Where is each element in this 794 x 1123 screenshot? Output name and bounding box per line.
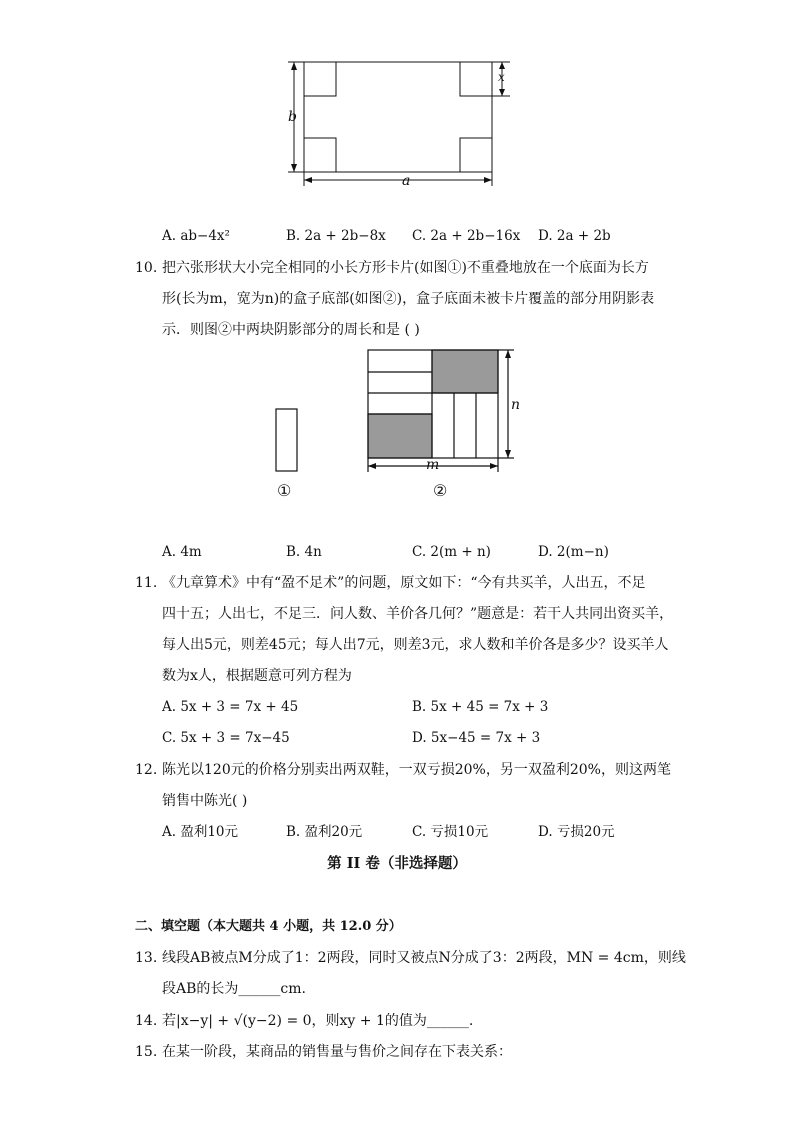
q11-option-d: D. 5x−45 = 7x + 3 <box>412 730 541 746</box>
q9-option-b: B. 2a + 2b−8x <box>286 228 386 244</box>
q11-line2: 四十五；人出七，不足三．问人数、羊价各几何？”题意是：若干人共同出资买羊， <box>162 606 674 622</box>
q9-option-d: D. 2a + 2b <box>538 228 611 244</box>
q13-number: 13. <box>135 950 158 966</box>
q14-line1: 若|x−y| + √(y−2) = 0，则xy + 1的值为______. <box>162 1013 474 1029</box>
section-2-title: 第 II 卷（非选择题） <box>327 855 467 872</box>
q9-option-c: C. 2a + 2b−16x <box>412 228 521 244</box>
q11-option-b: B. 5x + 45 = 7x + 3 <box>412 699 549 715</box>
q12-number: 12. <box>135 762 158 778</box>
label-b: b <box>288 109 297 125</box>
q11-line3: 每人出5元，则差45元；每人出7元，则差3元，求人数和羊价各是多少？设买羊人 <box>162 637 669 653</box>
q13-line2: 段AB的长为______cm. <box>162 981 306 997</box>
q11-line1: 《九章算术》中有“盈不足术”的问题，原文如下：“今有共买羊，人出五，不足 <box>162 575 646 591</box>
q12-option-c: C. 亏损10元 <box>412 824 489 840</box>
q11-option-c: C. 5x + 3 = 7x−45 <box>162 730 290 746</box>
figure-2-label: ② <box>433 481 448 500</box>
single-card <box>276 409 297 471</box>
q12-option-d: D. 亏损20元 <box>538 824 615 840</box>
q10-line3: 示．则图②中两块阴影部分的周长和是 ( ) <box>162 322 420 338</box>
q15-number: 15. <box>135 1044 158 1060</box>
q11-option-a: A. 5x + 3 = 7x + 45 <box>162 699 299 715</box>
q10-line2: 形(长为m，宽为n)的盒子底部(如图②)，盒子底面未被卡片覆盖的部分用阴影表 <box>162 291 655 307</box>
q12-option-a: A. 盈利10元 <box>162 824 239 840</box>
label-m: m <box>426 457 440 473</box>
q10-line1: 把六张形状大小完全相同的小长方形卡片(如图①)不重叠地放在一个底面为长方 <box>162 260 649 276</box>
q9-option-a: A. ab−4x² <box>162 228 230 244</box>
q12-line1: 陈光以120元的价格分别卖出两双鞋，一双亏损20%，另一双盈利20%，则这两笔 <box>162 762 671 778</box>
q10-option-b: B. 4n <box>286 544 322 560</box>
figure-1-label: ① <box>277 481 292 500</box>
label-x: x <box>498 70 505 84</box>
shaded-region-top-right <box>432 350 498 393</box>
q12-line2: 销售中陈光( ) <box>162 793 248 809</box>
q11-line4: 数为x人，根据题意可列方程为 <box>162 668 352 684</box>
q10-number: 10. <box>135 260 158 276</box>
q10-option-d: D. 2(m−n) <box>538 544 609 560</box>
label-n: n <box>511 397 521 413</box>
q10-option-a: A. 4m <box>162 544 202 560</box>
q13-line1: 线段AB被点M分成了1：2两段，同时又被点N分成了3：2两段，MN = 4cm，则线 <box>162 950 686 966</box>
label-a: a <box>402 173 411 189</box>
q12-option-b: B. 盈利20元 <box>286 824 363 840</box>
q14-number: 14. <box>135 1013 158 1029</box>
q15-line1: 在某一阶段，某商品的销售量与售价之间存在下表关系： <box>162 1044 512 1060</box>
shaded-region-bottom-left <box>368 414 432 458</box>
q11-number: 11. <box>135 575 158 591</box>
q10-option-c: C. 2(m + n) <box>412 544 491 560</box>
fill-in-heading: 二、填空题（本大题共 4 小题，共 12.0 分） <box>135 919 402 934</box>
